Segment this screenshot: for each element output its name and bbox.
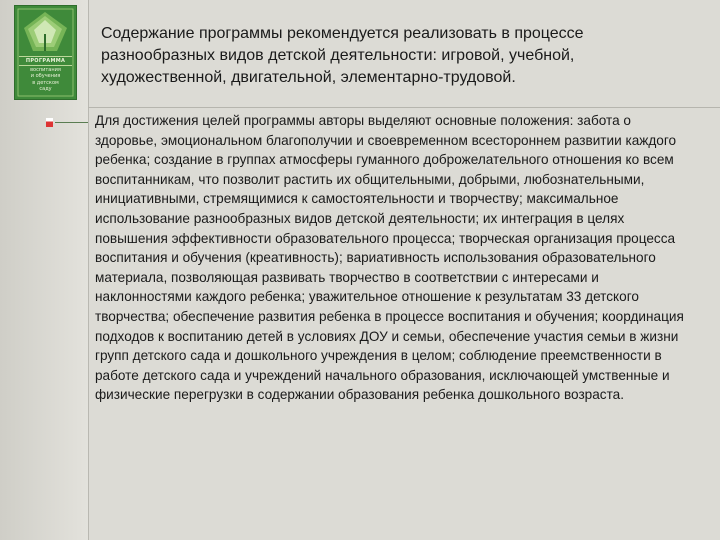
decorative-line	[55, 122, 89, 123]
flag-icon	[46, 118, 53, 127]
cover-subtitle-line: воспитания	[30, 67, 61, 73]
cover-title: ПРОГРАММА	[19, 56, 72, 66]
cover-subtitle	[19, 67, 72, 92]
cover-subtitle-line: саду	[39, 85, 52, 92]
horizontal-divider	[88, 107, 720, 108]
cover-subtitle-line: в детском	[32, 79, 59, 86]
slide-body-text: Для достижения целей программы авторы выделяют основные положения: забота о здоровье, эмоциональном благополучии и своевременном всестороннем развитии каждого ребенка; создание в группах атмосферы гуманного доброжелательного отношения ко всем воспитанникам, что позволит растить их общительными, добрыми, любознательными, инициативными, стремящимися к самостоятельности и творчеству; максимальное использование разнообразных видов детской деятельности; их интеграция в целях повышения эффективности образовательного процесса; творческая организация процесса воспитания и обучения (креативность); вариативность использования образовательного материала, позволяющая развивать творчество в соответствии с интересами и наклонностями каждого ребенка; уважительное отношение к результатам 33 детского творчества; обеспечение развития ребенка в процессе воспитания и обучения; координация подходов к воспитанию детей в условиях ДОУ и семьи, обеспечение участия семьи в жизни групп детского сада и дошкольного учреждения в целом; соблюдение преемственности в работе детского сада и учреждений начального образования, исключающей умственные и физические перегрузки в содержании образования ребенка дошкольного возраста.	[95, 113, 684, 403]
book-cover-image	[15, 6, 76, 99]
slide-intro-text: Содержание программы рекомендуется реализовать в процессе разнообразных видов детской деятельности: игровой, учебной, художественной, двигательной, элементарно-трудовой.	[101, 25, 584, 86]
cover-subtitle-line: и обучения	[30, 73, 61, 80]
vertical-divider	[88, 0, 89, 540]
